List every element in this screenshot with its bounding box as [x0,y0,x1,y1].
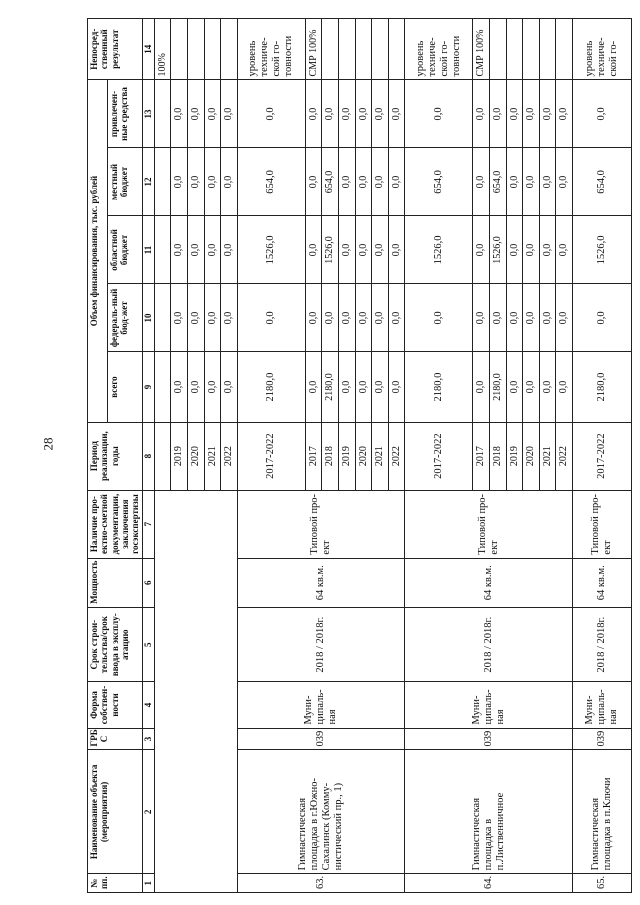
attracted-cell: 0,0 [204,80,221,148]
total-cell: 0,0 [204,352,221,422]
col-number: 13 [142,80,154,148]
construction-term: 2018 / 2018г. [237,607,405,682]
total-cell: 0,0 [556,352,573,422]
local-cell: 654,0 [322,148,339,216]
col-number: 5 [142,607,154,682]
column-number-row [142,19,154,893]
federal-cell: 0,0 [490,284,507,352]
local-cell: 0,0 [187,148,204,216]
object-name: Гимнастическая площадка в п.Лиственничное [405,750,573,874]
federal-cell: 0,0 [305,284,322,352]
period-cell: 2017 [473,422,490,490]
regional-cell: 0,0 [355,216,372,284]
header-total: всего [107,352,142,422]
period-cell: 2017-2022 [405,422,473,490]
total-cell: 2180,0 [237,352,305,422]
regional-cell: 0,0 [171,216,188,284]
regional-cell: 0,0 [388,216,405,284]
result-cell [204,19,221,80]
federal-cell: 0,0 [539,284,556,352]
attracted-cell [154,80,171,148]
header-attracted: привлечен-ные средства [107,80,142,148]
local-cell: 0,0 [473,148,490,216]
attracted-cell: 0,0 [322,80,339,148]
local-cell: 0,0 [556,148,573,216]
result-cell [171,19,188,80]
header-federal: федераль-ный бюд-жет [107,284,142,352]
local-cell: 654,0 [237,148,305,216]
header-result: Непосред-ственный результат [88,19,143,80]
regional-cell: 0,0 [523,216,540,284]
row-number: 64. [405,874,573,893]
result-cell [490,19,507,80]
ownership-form: Муни-ципаль-ная [237,682,405,728]
col-number: 4 [142,682,154,728]
period-cell: 2020 [523,422,540,490]
header-num: № пп. [88,874,143,893]
row-number: 65. [572,874,631,893]
regional-cell [154,216,171,284]
federal-cell: 0,0 [572,284,631,352]
attracted-cell: 0,0 [405,80,473,148]
project-docs: Типовой про-ект [572,490,631,558]
header-period: Период реализации, годы [88,422,143,490]
row-number: 63. [237,874,405,893]
total-cell: 0,0 [305,352,322,422]
header-power: Мощность [88,558,143,607]
ownership-form: Муни-ципаль-ная [405,682,573,728]
result-cell [539,19,556,80]
result-cell [388,19,405,80]
rotated-table-wrapper [87,18,619,893]
result-cell [187,19,204,80]
result-cell [372,19,389,80]
project-docs: Типовой про-ект [405,490,573,558]
col-number: 12 [142,148,154,216]
total-cell: 0,0 [523,352,540,422]
local-cell: 654,0 [572,148,631,216]
federal-cell: 0,0 [237,284,305,352]
period-cell: 2017 [305,422,322,490]
total-cell: 0,0 [171,352,188,422]
period-cell: 2021 [539,422,556,490]
regional-cell: 0,0 [539,216,556,284]
attracted-cell: 0,0 [388,80,405,148]
federal-cell: 0,0 [388,284,405,352]
local-cell: 0,0 [539,148,556,216]
federal-cell: 0,0 [405,284,473,352]
table-row [154,19,171,893]
period-cell: 2018 [490,422,507,490]
regional-cell: 1526,0 [405,216,473,284]
regional-cell: 1526,0 [490,216,507,284]
header-name: Наименование объекта (мероприятия) [88,750,143,874]
local-cell: 0,0 [523,148,540,216]
total-cell: 0,0 [372,352,389,422]
construction-term: 2018 / 2018г. [572,607,631,682]
federal-cell: 0,0 [506,284,523,352]
federal-cell [154,284,171,352]
regional-cell: 0,0 [506,216,523,284]
local-cell: 0,0 [372,148,389,216]
result-cell [523,19,540,80]
attracted-cell: 0,0 [305,80,322,148]
total-cell: 0,0 [187,352,204,422]
object-name: Гимнастическая площадка в п.Ключи [572,750,631,874]
federal-cell: 0,0 [523,284,540,352]
result-cell: СМР 100% [305,19,322,80]
federal-cell: 0,0 [221,284,238,352]
period-cell: 2017-2022 [572,422,631,490]
result-cell [556,19,573,80]
object-name: Гимнастическая площадка в г.Южно-Сахалинск (Комму-нистический пр., 1) [237,750,405,874]
header-local: местный бюджет [107,148,142,216]
col-number: 7 [142,490,154,558]
period-cell: 2018 [322,422,339,490]
attracted-cell: 0,0 [338,80,355,148]
regional-cell: 1526,0 [322,216,339,284]
header-grbs: ГРБ С [88,728,143,750]
regional-cell: 0,0 [338,216,355,284]
header-regional: областной бюджет [107,216,142,284]
total-cell: 2180,0 [405,352,473,422]
result-cell [506,19,523,80]
attracted-cell: 0,0 [372,80,389,148]
col-number: 10 [142,284,154,352]
local-cell: 0,0 [305,148,322,216]
period-cell: 2020 [187,422,204,490]
total-cell: 2180,0 [490,352,507,422]
capacity-cell: 64 кв.м. [572,558,631,607]
result-cell [322,19,339,80]
local-cell [154,148,171,216]
period-cell: 2022 [221,422,238,490]
result-cell [355,19,372,80]
table-row [405,19,473,893]
result-cell: уровень техниче-ской го- [572,19,631,80]
attracted-cell: 0,0 [355,80,372,148]
local-cell: 654,0 [490,148,507,216]
total-cell [154,352,171,422]
local-cell: 0,0 [506,148,523,216]
period-cell: 2019 [171,422,188,490]
federal-cell: 0,0 [171,284,188,352]
federal-cell: 0,0 [473,284,490,352]
col-number: 8 [142,422,154,490]
period-cell [154,422,171,490]
header-term: Срок строи-тельства/срок ввода в эксплу-атацию [88,607,143,682]
total-cell: 0,0 [539,352,556,422]
period-cell: 2021 [372,422,389,490]
header-finance: Объем финансирования, тыс. рублей [88,80,108,422]
local-cell: 0,0 [204,148,221,216]
grbs-cell: 039 [572,728,631,750]
federal-cell: 0,0 [322,284,339,352]
local-cell: 0,0 [221,148,238,216]
regional-cell: 0,0 [187,216,204,284]
local-cell: 0,0 [171,148,188,216]
total-cell: 2180,0 [572,352,631,422]
local-cell: 654,0 [405,148,473,216]
result-cell: уровень техниче-ской го-товности [237,19,305,80]
federal-cell: 0,0 [338,284,355,352]
regional-cell: 1526,0 [237,216,305,284]
attracted-cell: 0,0 [506,80,523,148]
regional-cell: 0,0 [372,216,389,284]
total-cell: 0,0 [473,352,490,422]
federal-cell: 0,0 [372,284,389,352]
capacity-cell: 64 кв.м. [237,558,405,607]
col-number: 11 [142,216,154,284]
capacity-cell: 64 кв.м. [405,558,573,607]
period-cell: 2019 [506,422,523,490]
result-cell [221,19,238,80]
grbs-cell: 039 [237,728,405,750]
page-number: 28 [40,437,56,451]
col-number: 6 [142,558,154,607]
period-cell: 2022 [556,422,573,490]
attracted-cell: 0,0 [556,80,573,148]
regional-cell: 0,0 [204,216,221,284]
construction-term: 2018 / 2018г. [405,607,573,682]
period-cell: 2022 [388,422,405,490]
attracted-cell: 0,0 [490,80,507,148]
regional-cell: 0,0 [221,216,238,284]
grbs-cell: 039 [405,728,573,750]
federal-cell: 0,0 [204,284,221,352]
attracted-cell: 0,0 [237,80,305,148]
col-number: 2 [142,750,154,874]
regional-cell: 0,0 [473,216,490,284]
attracted-cell: 0,0 [523,80,540,148]
total-cell: 0,0 [338,352,355,422]
project-docs: Типовой про-ект [237,490,405,558]
regional-cell: 0,0 [556,216,573,284]
header-form: Форма собствен-ности [88,682,143,728]
header-docs: Наличие про-ектно-сметной документации, заключения госэкспертизы [88,490,143,558]
local-cell: 0,0 [355,148,372,216]
total-cell: 0,0 [355,352,372,422]
result-cell: 100% [154,19,171,80]
total-cell: 2180,0 [322,352,339,422]
attracted-cell: 0,0 [539,80,556,148]
local-cell: 0,0 [388,148,405,216]
period-cell: 2020 [355,422,372,490]
table-row [237,19,305,893]
col-number: 9 [142,352,154,422]
ownership-form: Муни-ципаль-ная [572,682,631,728]
local-cell: 0,0 [338,148,355,216]
col-number: 3 [142,728,154,750]
federal-cell: 0,0 [556,284,573,352]
period-cell: 2019 [338,422,355,490]
attracted-cell: 0,0 [473,80,490,148]
period-cell: 2017-2022 [237,422,305,490]
total-cell: 0,0 [388,352,405,422]
attracted-cell: 0,0 [187,80,204,148]
col-number: 1 [142,874,154,893]
attracted-cell: 0,0 [171,80,188,148]
result-cell: СМР 100% [473,19,490,80]
regional-cell: 1526,0 [572,216,631,284]
federal-cell: 0,0 [355,284,372,352]
col-number: 14 [142,19,154,80]
table-row [572,19,631,893]
attracted-cell: 0,0 [221,80,238,148]
continuation-cell [154,490,237,892]
regional-cell: 0,0 [305,216,322,284]
total-cell: 0,0 [506,352,523,422]
result-cell [338,19,355,80]
period-cell: 2021 [204,422,221,490]
finance-table [87,18,632,893]
result-cell: уровень техниче-ской го-товности [405,19,473,80]
total-cell: 0,0 [221,352,238,422]
federal-cell: 0,0 [187,284,204,352]
attracted-cell: 0,0 [572,80,631,148]
